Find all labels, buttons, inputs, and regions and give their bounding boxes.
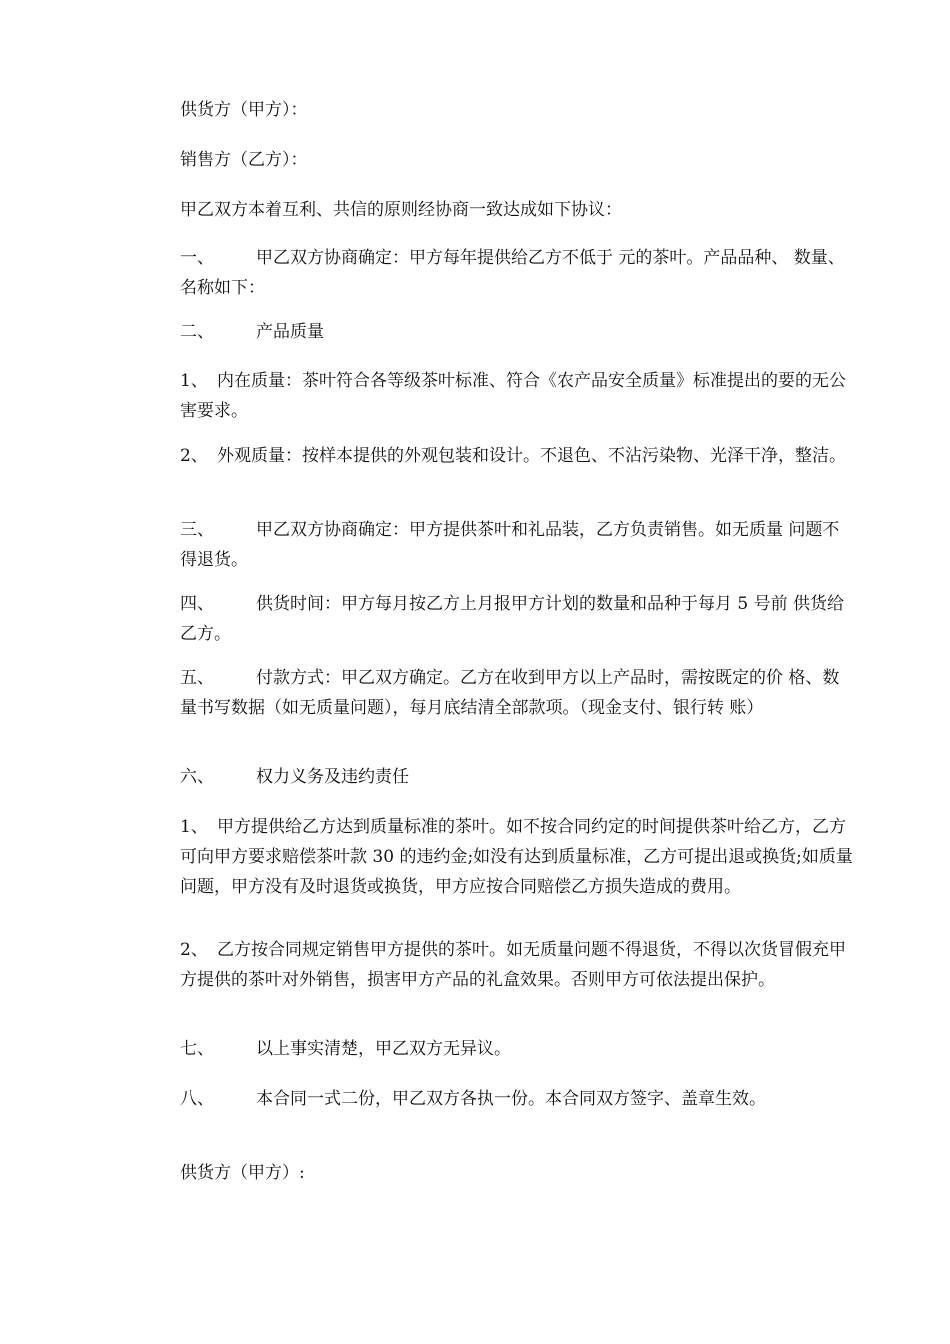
clause-text: 甲乙双方协商确定：甲方每年提供给乙方不低于 元的茶叶。产品品种、 数量、名称如下： — [180, 248, 845, 298]
clause-number: 三、 — [180, 520, 214, 540]
clause-text: 权力义务及违约责任 — [256, 767, 409, 787]
clause-8 — [143, 1084, 855, 1114]
clause-text: 供货时间：甲方每月按乙方上月报甲方计划的数量和品种于每月 5 号前 供货给乙方。 — [180, 594, 845, 644]
clause-text: 付款方式：甲乙双方确定。乙方在收到甲方以上产品时，需按既定的价 格、数量书写数据（如无质量问题），每月底结清全部款项。（现金支付、银行转 账） — [180, 668, 840, 718]
clause-number: 二、 — [180, 322, 214, 342]
seller-label: 销售方（乙方）： — [180, 150, 308, 170]
sub-clause-number: 2、 — [180, 446, 208, 466]
clause-6-2 — [143, 935, 855, 995]
clause-1 — [143, 243, 855, 303]
clause-text: 内在质量：茶叶符合各等级茶叶标准、符合《农产品安全质量》标准提出的要的无公害要求。 — [180, 371, 846, 421]
clause-text: 本合同一式二份，甲乙双方各执一份。本合同双方签字、盖章生效。 — [256, 1089, 766, 1109]
clause-number: 七、 — [180, 1039, 214, 1059]
clause-number: 六、 — [180, 767, 214, 787]
clause-text: 乙方按合同规定销售甲方提供的茶叶。如无质量问题不得退货，不得以次货冒假充甲方提供的茶叶对外销售，损害甲方产品的礼盒效果。否则甲方可依法提出保护。 — [180, 940, 846, 990]
sub-clause-number: 1、 — [180, 371, 208, 391]
clause-6-1 — [143, 812, 855, 902]
clause-text: 甲方提供给乙方达到质量标准的茶叶。如不按合同约定的时间提供茶叶给乙方，乙方可向甲方要求赔偿茶叶款 30 的违约金;如没有达到质量标准，乙方可提出退或换货;如质量问题，甲方没有及时退货或换货，甲方应按合同赔偿乙方损失造成的费用。 — [180, 817, 853, 897]
clause-text: 产品质量 — [256, 322, 324, 342]
clause-3 — [143, 515, 855, 575]
supplier-signature-label: 供货方（甲方）: — [180, 1163, 305, 1183]
clause-2-2 — [143, 441, 855, 471]
preamble: 甲乙双方本着互利、共信的原则经协商一致达成如下协议： — [180, 200, 622, 220]
clause-number: 八、 — [180, 1089, 214, 1109]
clause-number: 五、 — [180, 668, 214, 688]
clause-number: 一、 — [180, 248, 214, 268]
clause-4 — [143, 589, 855, 649]
clause-text: 外观质量：按样本提供的外观包装和设计。不退色、不沾污染物、光泽干净，整洁。 — [217, 446, 846, 466]
clause-2-1 — [143, 366, 855, 426]
clause-2 — [143, 317, 855, 347]
supplier-label: 供货方（甲方）： — [180, 100, 308, 120]
sub-clause-number: 1、 — [180, 817, 208, 837]
clause-number: 四、 — [180, 594, 214, 614]
sub-clause-number: 2、 — [180, 940, 208, 960]
clause-text: 以上事实清楚，甲乙双方无异议。 — [256, 1039, 511, 1059]
clause-6 — [143, 762, 855, 792]
clause-5 — [143, 663, 855, 723]
clause-7 — [143, 1034, 855, 1064]
clause-text: 甲乙双方协商确定：甲方提供茶叶和礼品装，乙方负责销售。如无质量 问题不得退货。 — [180, 520, 840, 570]
